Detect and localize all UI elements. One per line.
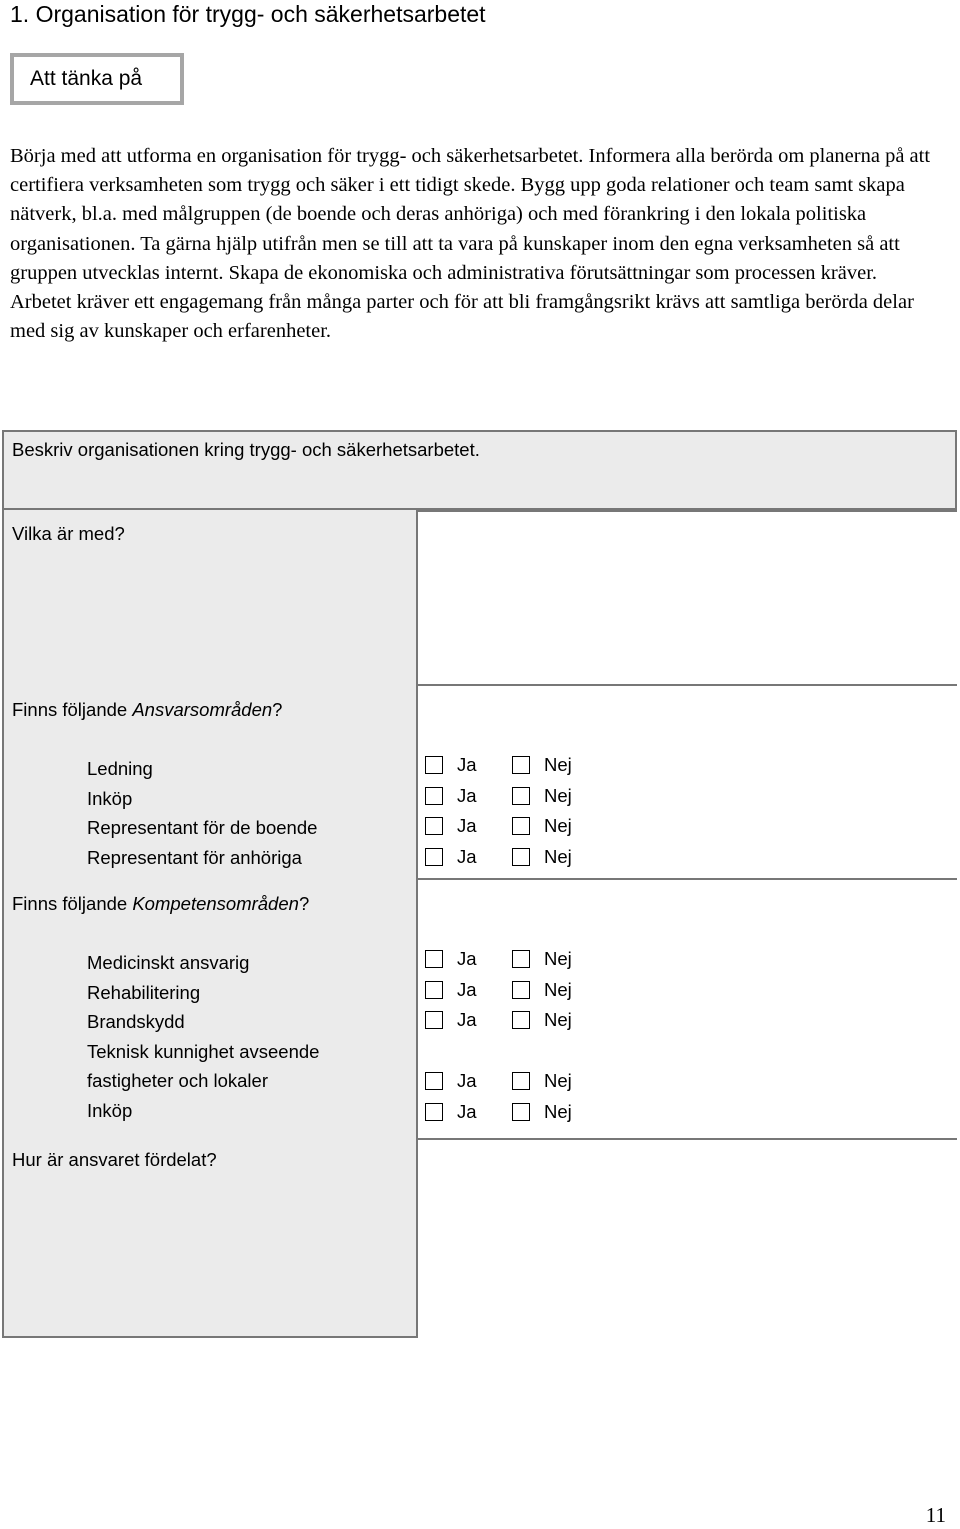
no-option[interactable] (512, 845, 572, 869)
responsibility-item: Ledning (87, 758, 153, 779)
no-option[interactable] (512, 978, 572, 1002)
no-label: Nej (544, 754, 572, 775)
competence-item: Medicinskt ansvarig (87, 952, 250, 973)
yes-checkbox[interactable] (425, 787, 443, 805)
competence-suffix: ? (298, 893, 310, 914)
no-label: Nej (544, 979, 572, 1000)
no-option[interactable] (512, 1069, 572, 1093)
no-checkbox[interactable] (512, 817, 530, 835)
yes-option[interactable] (425, 1008, 477, 1032)
competence-item: Rehabilitering (87, 982, 201, 1003)
no-option[interactable] (512, 947, 572, 971)
yes-option[interactable] (425, 784, 477, 808)
competence-term: Kompetensområden (132, 893, 299, 914)
no-checkbox[interactable] (512, 756, 530, 774)
no-label: Nej (544, 948, 572, 969)
responsibility-item: Representant för de boende (87, 817, 318, 838)
no-checkbox[interactable] (512, 981, 530, 999)
competence-item: Teknisk kunnighet avseende (87, 1041, 320, 1062)
yes-option[interactable] (425, 1069, 477, 1093)
yes-checkbox[interactable] (425, 817, 443, 835)
yes-label: Ja (457, 979, 477, 1000)
competence-item: Brandskydd (87, 1011, 185, 1032)
yes-label: Ja (457, 1070, 477, 1091)
no-option[interactable] (512, 814, 572, 838)
distribution-label: Hur är ansvaret fördelat? (12, 1149, 217, 1170)
yes-checkbox[interactable] (425, 1103, 443, 1121)
competence-prefix: Finns följande (12, 893, 133, 914)
yes-option[interactable] (425, 753, 477, 777)
no-option[interactable] (512, 784, 572, 808)
no-label: Nej (544, 785, 572, 806)
yes-checkbox[interactable] (425, 1072, 443, 1090)
no-checkbox[interactable] (512, 1072, 530, 1090)
yes-label: Ja (457, 754, 477, 775)
no-checkbox[interactable] (512, 787, 530, 805)
yes-option[interactable] (425, 978, 477, 1002)
responsibility-prefix: Finns följande (12, 699, 133, 720)
yes-checkbox[interactable] (425, 848, 443, 866)
section-heading: 1. Organisation för trygg- och säkerhetsarbetet (10, 1, 486, 27)
callout-box: Att tänka på (10, 53, 184, 105)
no-label: Nej (544, 846, 572, 867)
competence-item: fastigheter och lokaler (87, 1070, 268, 1091)
competence-question (12, 892, 309, 916)
yes-option[interactable] (425, 947, 477, 971)
yes-checkbox[interactable] (425, 756, 443, 774)
intro-text (10, 142, 935, 346)
responsibility-question (12, 698, 282, 722)
yes-checkbox[interactable] (425, 981, 443, 999)
who-label: Vilka är med? (12, 523, 125, 544)
no-checkbox[interactable] (512, 950, 530, 968)
competence-item: Inköp (87, 1100, 133, 1121)
responsibility-suffix: ? (272, 699, 283, 720)
yes-label: Ja (457, 948, 477, 969)
no-option[interactable] (512, 1008, 572, 1032)
intro-paragraph: Börja med att utforma en organisation för trygg- och säkerhetsarbetet. Informera alla berörda om planerna på att certifiera verksamheten som trygg och säker i ett tidigt skede. Bygg upp goda relationer och team samt skapa nätverk, bl.a. med målgruppen (de boende och deras anhöriga) och med förankring i den lokala politiska organisationen. Ta gärna hjälp utifrån men se till att ta vara på kunskaper inom den egna verksamheten så att gruppen utvecklas internt. Skapa de ekonomiska och administrativa förutsättningar som processen kräver. Arbetet kräver ett engagemang från många parter och för att bli framgångsrikt krävs att samtliga berörda delar med sig av kunskaper och erfarenheter. (10, 145, 931, 343)
yes-label: Ja (457, 1101, 477, 1122)
yes-checkbox[interactable] (425, 950, 443, 968)
no-label: Nej (544, 1009, 572, 1030)
no-checkbox[interactable] (512, 848, 530, 866)
organisation-form (2, 430, 957, 1338)
distribution-answer-field[interactable] (416, 1138, 957, 1338)
competence-answer-cell (416, 878, 957, 1142)
responsibility-item: Representant för anhöriga (87, 847, 302, 868)
describe-label: Beskriv organisationen kring trygg- och säkerhetsarbetet. (12, 439, 480, 460)
responsibility-answer-cell (416, 684, 957, 882)
who-answer-field[interactable] (416, 510, 957, 688)
page-number: 11 (925, 1503, 946, 1527)
no-checkbox[interactable] (512, 1103, 530, 1121)
yes-option[interactable] (425, 845, 477, 869)
yes-label: Ja (457, 815, 477, 836)
no-label: Nej (544, 1101, 572, 1122)
yes-option[interactable] (425, 814, 477, 838)
yes-option[interactable] (425, 1100, 477, 1124)
no-label: Nej (544, 1070, 572, 1091)
responsibility-term: Ansvarsområden (132, 699, 273, 720)
no-checkbox[interactable] (512, 1011, 530, 1029)
yes-label: Ja (457, 785, 477, 806)
responsibility-item: Inköp (87, 788, 133, 809)
yes-label: Ja (457, 846, 477, 867)
no-label: Nej (544, 815, 572, 836)
no-option[interactable] (512, 1100, 572, 1124)
no-option[interactable] (512, 753, 572, 777)
yes-label: Ja (457, 1009, 477, 1030)
yes-checkbox[interactable] (425, 1011, 443, 1029)
